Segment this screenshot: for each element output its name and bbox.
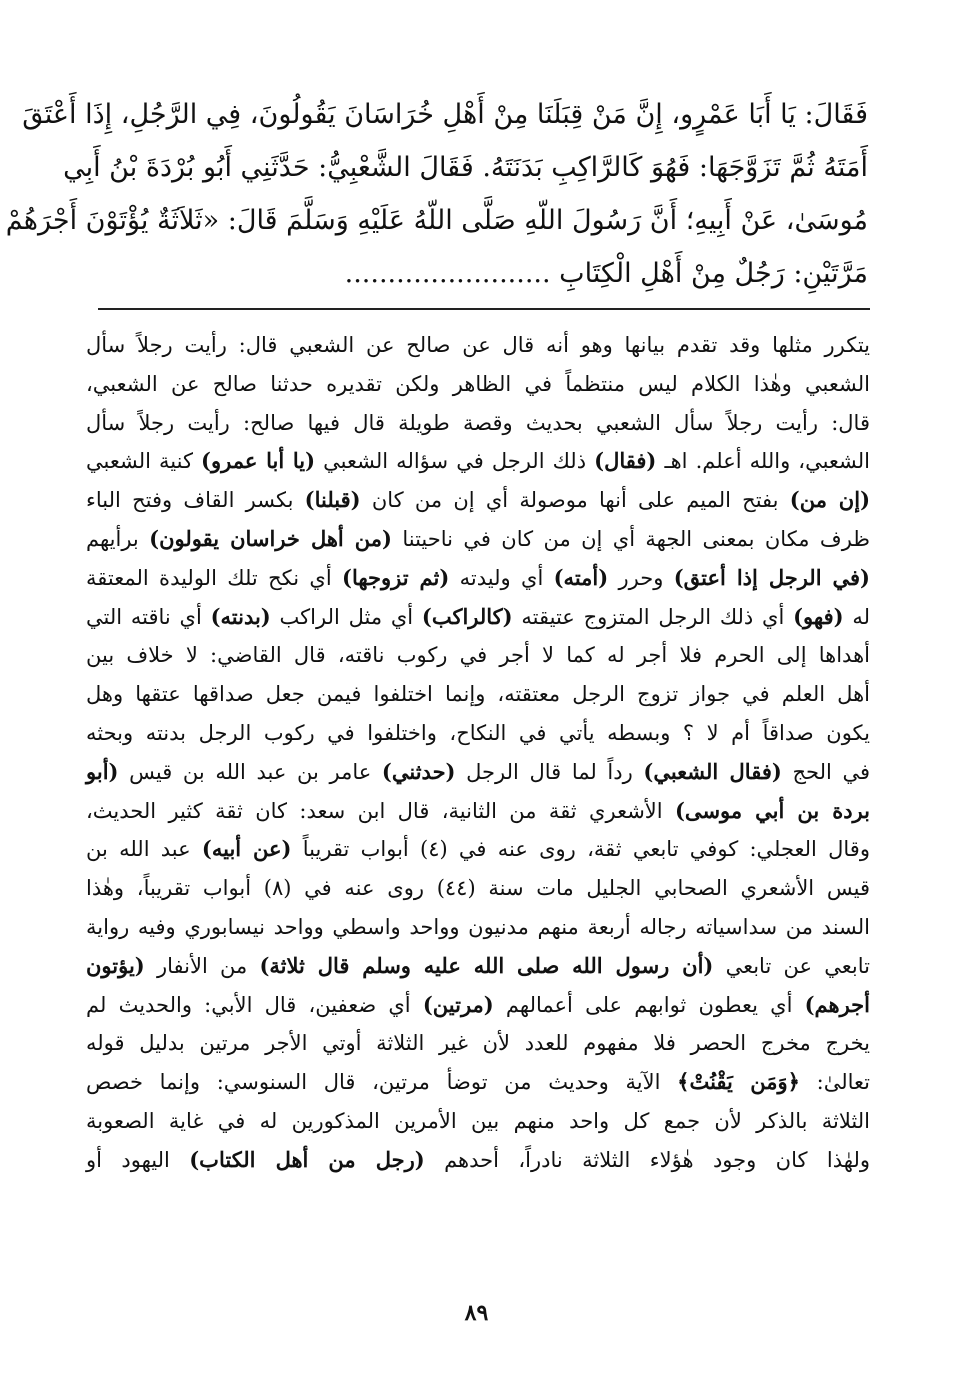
commentary-line xyxy=(86,1024,870,1063)
hadith-line: مَرَّتَيْنِ: رَجُلٌ مِنْ أَهْلِ الْكِتَابِ ........................ xyxy=(344,258,868,289)
commentary-line xyxy=(86,869,870,908)
text-segment: بكسر القاف وفتح الباء xyxy=(86,488,305,513)
text-segment: قيس الأشعري الصحابي الجليل مات سنة (٤٤) روى عنه في (٨) أبواب تقريباً، وهٰذا xyxy=(86,876,870,901)
commentary-line xyxy=(86,908,870,947)
commentary-line xyxy=(86,947,870,986)
text-segment: الشعبي وهٰذا الكلام ليس منتظماً في الظاهر ولكن تقديره حدثنا صالح عن الشعبي، xyxy=(86,371,870,396)
page-number: ٨٩ xyxy=(464,1300,489,1326)
text-segment: أي ضعفين، قال الأبي: والحديث لم xyxy=(86,992,423,1017)
commentary-line xyxy=(86,986,870,1025)
text-segment: الثلاثة بالذكر لأن جمع كل واحد منهم بين الأمرين المذكورين له في غاية الصعوبة xyxy=(86,1108,870,1133)
commentary-line xyxy=(86,636,870,675)
commentary-line xyxy=(86,830,870,869)
bold-quote: (فهو) xyxy=(793,603,844,629)
text-segment: يتكرر مثلها وقد تقدم بيانها وهو أنه قال عن صالح عن الشعبي قال: رأيت رجلاً سأل xyxy=(86,333,870,357)
text-segment: الشعبي، والله أعلم. اهـ xyxy=(656,449,871,474)
text-segment: أي مثل الراكب xyxy=(270,604,422,629)
text-segment: تعالىٰ: xyxy=(799,1070,870,1095)
commentary-line xyxy=(86,675,870,714)
text-segment: بفتح الميم على أنها موصولة أي إن من كان xyxy=(360,488,790,513)
text-segment: اليهود أو xyxy=(86,1147,190,1172)
commentary-line xyxy=(86,598,870,637)
bold-quote: بردة بن أبي موسى) xyxy=(675,797,870,823)
bold-quote: (من أهل خراسان يقولون) xyxy=(149,525,392,551)
hadith-line: فَقَالَ: يَا أَبَا عَمْرٍو، إِنَّ مَنْ قِبَلَنَا مِنْ أَهْلِ خُرَاسَانَ يَقُولُونَ، فِي الرَّجُلِ، إِذَا أَعْتَقَ xyxy=(22,99,868,130)
commentary-line xyxy=(86,481,870,520)
bold-quote: (في الرجل إذا أعتق) xyxy=(673,564,870,590)
bold-quote: (إن من) xyxy=(789,487,870,513)
commentary-line xyxy=(86,714,870,753)
text-segment: من الأنفار xyxy=(144,953,260,978)
text-segment: برأيهم xyxy=(86,526,150,551)
commentary-line xyxy=(86,1102,870,1141)
bold-quote: (ثم تزوجها) xyxy=(342,564,450,590)
text-segment: في الحج xyxy=(781,759,870,784)
text-segment: له xyxy=(843,604,870,629)
separator-line xyxy=(98,308,870,310)
commentary-text xyxy=(86,326,870,1180)
commentary-line xyxy=(86,559,870,598)
text-segment: ظرف مكان بمعنى الجهة أي إن من كان في ناحيتنا xyxy=(391,526,870,551)
text-segment: أي ناقته التي xyxy=(86,604,211,629)
bold-quote: (رجل من أهل الكتاب) xyxy=(189,1146,425,1172)
text-segment: أي يعطون ثوابهم على أعمالهم xyxy=(493,992,805,1017)
hadith-line: أَمَتَهُ ثُمَّ تَزَوَّجَهَا: فَهُوَ كَالرَّاكِبِ بَدَنَتَهُ. فَقَالَ الشَّعْبِيُّ: حَدَّثَنِي أَبُو بُرْدَةَ بْنُ أَبِي xyxy=(63,152,868,183)
bold-quote: ﴿وَمَن يَقْنُتْ﴾ xyxy=(677,1069,800,1095)
text-segment: الآية وحديث من توضأ مرتين، قال السنوسي: وإنما خصص xyxy=(86,1070,678,1095)
text-segment: ولهٰذا كان وجود هٰؤلاء الثلاثة نادراً، أحدهم xyxy=(424,1147,870,1172)
text-segment: أهل العلم في جواز تزوج الرجل معتقته، وإنما اختلفوا فيمن جعل صداقها عتقها وهل xyxy=(86,682,870,707)
bold-quote: (أمته) xyxy=(553,564,609,590)
commentary-line xyxy=(86,442,870,481)
text-segment: قال: رأيت رجلاً سأل الشعبي بحديث وقصة طويلة قال فيها صالح: رأيت رجلاً سأل xyxy=(86,410,870,435)
text-segment: يخرج مخرج الحصر فلا مفهوم للعدد لأن غير الثلاثة أوتي الأجر مرتين بدليل قوله xyxy=(86,1031,870,1056)
commentary-line xyxy=(86,365,870,404)
text-segment: أهداها إلى الحرم فلا أجر له كما لا أجر في ركوب ناقته، قال القاضي: لا خلاف بين xyxy=(86,643,870,668)
bold-quote: (عن أبيه) xyxy=(201,836,292,862)
bold-quote: (كالراكب) xyxy=(421,603,513,629)
commentary-line xyxy=(86,404,870,443)
text-segment: يكون صداقاً أم لا ؟ وبسطه يأتي في النكاح، واختلفوا في ركوب الرجل بدنته وبحثه xyxy=(86,720,870,745)
hadith-line: مُوسَىٰ، عَنْ أَبِيهِ؛ أَنَّ رَسُولَ اللّهِ صَلَّى اللّهُ عَلَيْهِ وَسَلَّمَ قَالَ: «ثَلاَثَةٌ يُؤْتَوْنَ أَجْرَهُمْ xyxy=(5,205,868,236)
bold-quote: (أن رسول الله صلى الله عليه وسلم قال ثلاثة) xyxy=(259,952,714,978)
text-segment: السند من سداسياته رجاله أربعة منهم مدنيون وواحد واسطي وواحد نيسابوري وفيه رواية xyxy=(86,914,870,939)
bold-quote: (يا أبا عمرو) xyxy=(201,448,316,474)
commentary-line xyxy=(86,520,870,559)
commentary-line xyxy=(86,753,870,792)
text-segment: أي ذلك الرجل المتزوج عتيقته xyxy=(512,604,794,629)
bold-quote: (قبلنا) xyxy=(304,487,361,513)
commentary-line xyxy=(86,326,870,365)
bold-quote: (حدثني) xyxy=(381,758,456,784)
text-segment: رداً لما قال الرجل xyxy=(455,759,644,784)
text-segment: عبد الله بن xyxy=(86,837,202,862)
commentary-line xyxy=(86,1063,870,1102)
hadith-text xyxy=(5,88,868,300)
commentary-line xyxy=(86,1141,870,1180)
text-segment: أي وليدته xyxy=(449,565,554,590)
text-segment: وقال العجلي: كوفي تابعي ثقة، روى عنه في (٤) أبواب تقريباً xyxy=(291,837,870,862)
text-segment: ذلك الرجل في سؤاله الشعبي xyxy=(315,449,595,474)
bold-quote: أجرهم) xyxy=(804,991,870,1017)
bold-quote: (مرتين) xyxy=(422,991,494,1017)
bold-quote: (بدنته) xyxy=(210,603,271,629)
text-segment: تابعي عن تابعي xyxy=(713,953,870,978)
bold-quote: (فقال) xyxy=(594,448,657,474)
text-segment: الأشعري ثقة من الثانية، قال ابن سعد: كان ثقة كثير الحديث، xyxy=(86,798,675,823)
text-segment: أي نكح تلك الوليدة المعتقة xyxy=(86,565,343,590)
text-segment: عامر بن عبد الله بن قيس xyxy=(118,759,382,784)
bold-quote: (يؤتون xyxy=(86,952,145,978)
text-segment: وحرر xyxy=(608,565,674,590)
commentary-line xyxy=(86,792,870,831)
bold-quote: (أبو xyxy=(86,758,119,784)
bold-quote: (فقال الشعبي) xyxy=(643,758,782,784)
text-segment: كنية الشعبي xyxy=(86,449,202,474)
